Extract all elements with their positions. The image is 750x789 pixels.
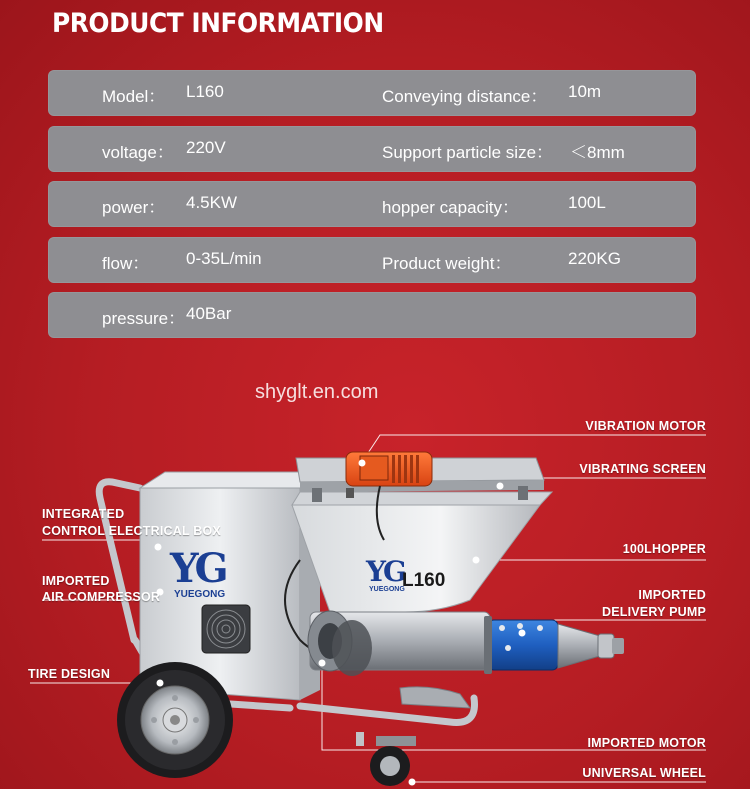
- spec-value-conveying-distance: 10m: [568, 82, 602, 101]
- spec-value-voltage: 220V: [186, 138, 226, 157]
- spec-label-power: power：: [102, 198, 166, 217]
- spec-value-pressure: 40Bar: [186, 304, 232, 323]
- brand-logo-hopper: YG: [366, 555, 404, 588]
- callout-delivery-pump-1: IMPORTED: [638, 588, 706, 602]
- spec-label-flow: flow：: [102, 254, 150, 273]
- spec-label-pressure: pressure：: [102, 309, 186, 328]
- spec-label-model: Model：: [102, 87, 166, 106]
- callout-vibrating-screen: VIBRATING SCREEN: [579, 462, 706, 476]
- spec-value-hopper-capacity: 100L: [568, 193, 606, 212]
- spec-label-conveying-distance: Conveying distance：: [382, 87, 548, 106]
- spec-value-product-weight: 220KG: [568, 249, 621, 268]
- callout-universal-wheel: UNIVERSAL WHEEL: [582, 766, 706, 780]
- callout-control-box-2: CONTROL ELECTRICAL BOX: [42, 524, 221, 538]
- spec-value-model: L160: [186, 82, 224, 101]
- brand-name-side: YUEGONG: [174, 589, 226, 600]
- brand-logo-side: YG: [170, 545, 225, 592]
- page-title: PRODUCT INFORMATION: [52, 8, 384, 39]
- spec-label-voltage: voltage：: [102, 143, 174, 162]
- spec-label-hopper-capacity: hopper capacity：: [382, 198, 520, 217]
- callout-imported-motor: IMPORTED MOTOR: [587, 736, 706, 750]
- spec-value-flow: 0-35L/min: [186, 249, 262, 268]
- spec-value-power: 4.5KW: [186, 193, 238, 212]
- model-label-hopper: L160: [402, 570, 446, 591]
- callout-control-box-1: INTEGRATED: [42, 507, 125, 521]
- spec-label-product-weight: Product weight：: [382, 254, 512, 273]
- callout-air-compressor-2: AIR COMPRESSOR: [42, 590, 161, 604]
- callout-vibration-motor: VIBRATION MOTOR: [585, 419, 706, 433]
- spec-value-particle-size: ＜8mm: [570, 143, 625, 162]
- callout-delivery-pump-2: DELIVERY PUMP: [601, 605, 706, 619]
- callout-air-compressor-1: IMPORTED: [42, 574, 110, 588]
- spec-label-particle-size: Support particle size：: [382, 143, 554, 162]
- brand-name-hopper: YUEGONG: [369, 586, 405, 593]
- callout-tire-design: TIRE DESIGN: [28, 667, 111, 681]
- callout-hopper: 100LHOPPER: [622, 542, 706, 556]
- watermark-url: shyglt.en.com: [255, 381, 379, 403]
